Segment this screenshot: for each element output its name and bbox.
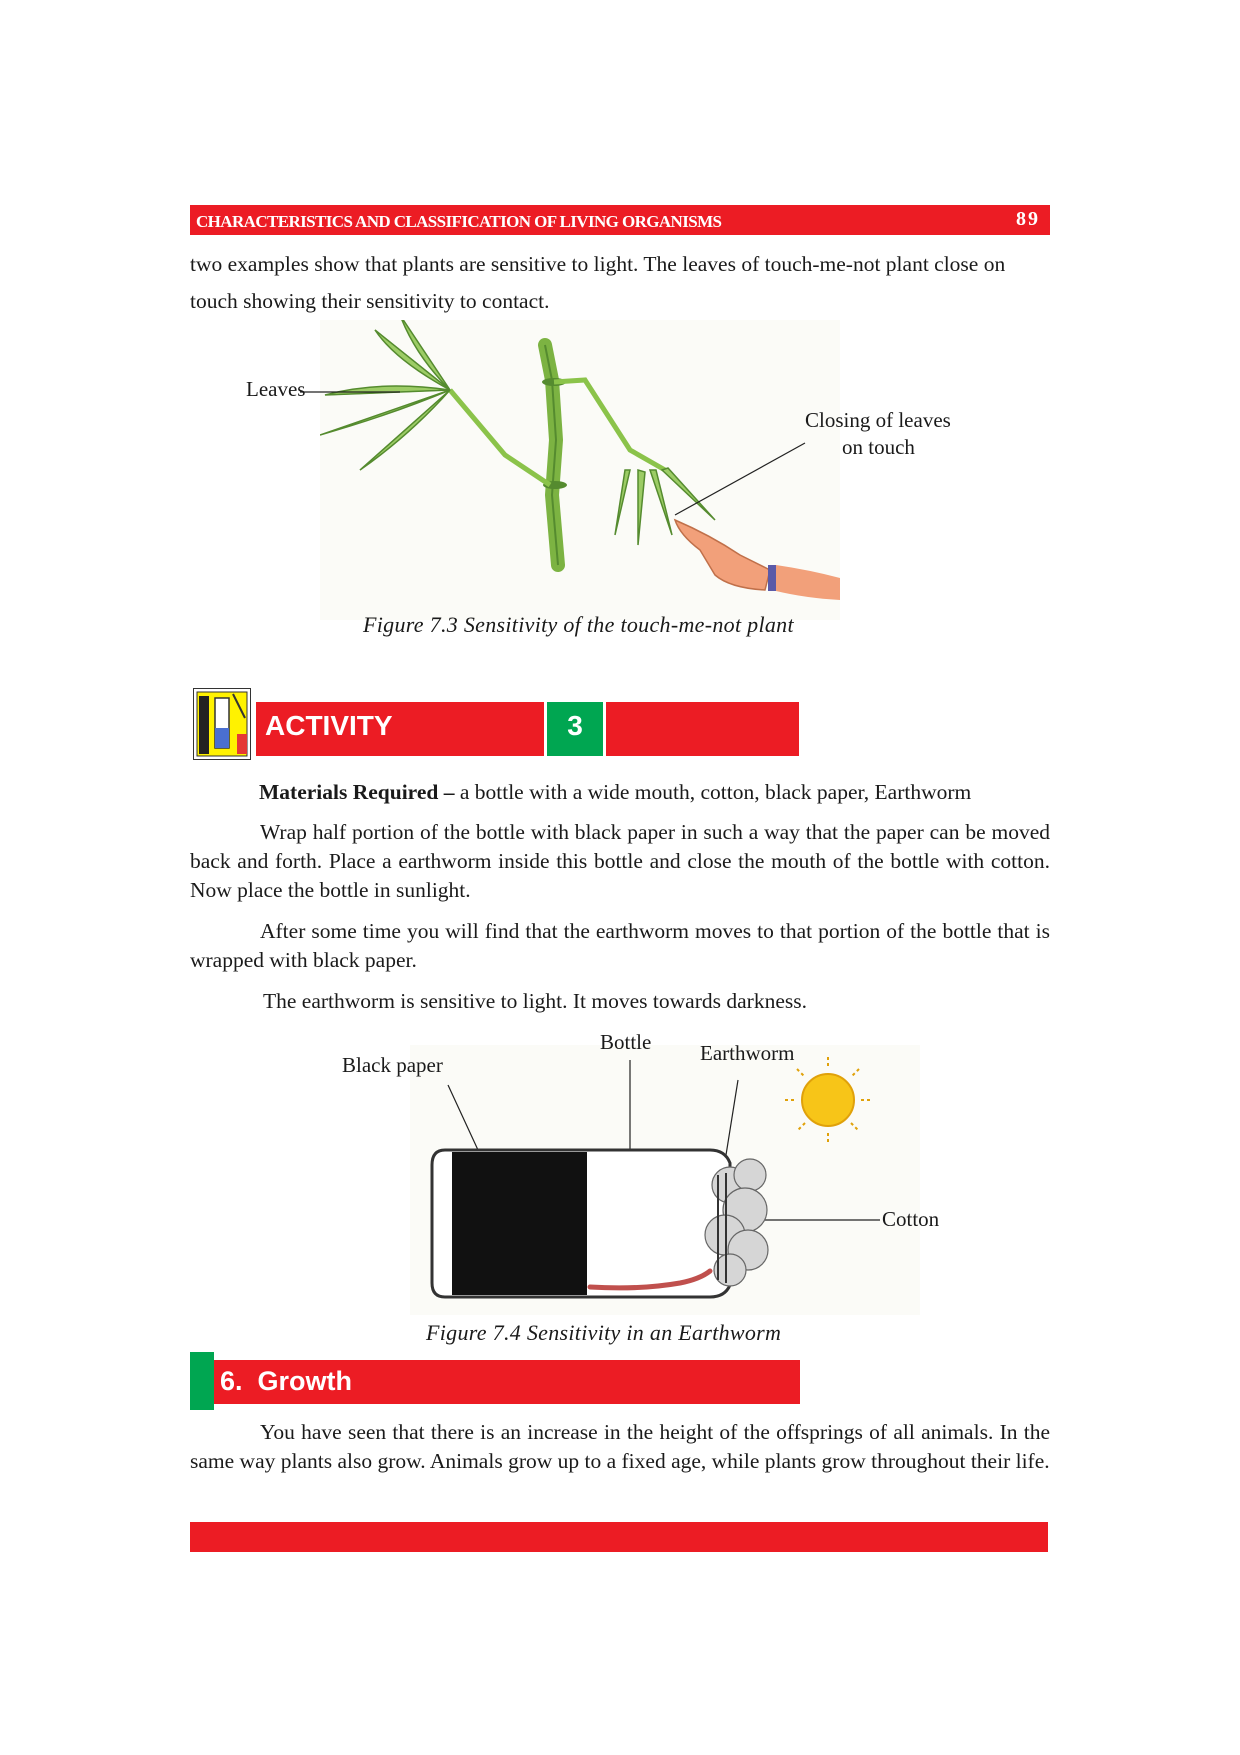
intro-line-2: touch showing their sensitivity to contact. — [190, 289, 550, 313]
activity-paragraph-3: The earthworm is sensitive to light. It moves towards darkness. — [263, 989, 807, 1013]
growth-paragraph: You have seen that there is an increase in the height of the offsprings of all animals. In the same way plants also grow. Animals grow up to a fixed age, while plants grow throughout their life. — [190, 1420, 1050, 1473]
activity-trailing-bar — [606, 702, 799, 756]
activity-number: 3 — [567, 710, 583, 741]
materials-label: Materials Required – — [259, 780, 455, 804]
section-title: Growth — [257, 1366, 353, 1396]
figure-7-3-caption: Figure 7.3 Sensitivity of the touch-me-not plant — [363, 612, 794, 637]
activity-title: ACTIVITY — [265, 710, 393, 741]
section-number: 6. — [220, 1366, 243, 1396]
intro-line-1: two examples show that plants are sensitive to light. The leaves of touch-me-not plant close on — [190, 252, 1006, 276]
activity-paragraph-2: After some time you will find that the earthworm moves to that portion of the bottle that is wrapped with black paper. — [190, 919, 1050, 972]
activity-icon — [193, 688, 251, 760]
section-heading — [220, 1366, 352, 1397]
label-black-paper: Black paper — [342, 1053, 443, 1077]
earthworm-bottle-illustration — [300, 1045, 920, 1315]
page-number: 89 — [1016, 208, 1040, 230]
figure-7-4-caption: Figure 7.4 Sensitivity in an Earthworm — [426, 1320, 782, 1345]
label-on-touch: on touch — [842, 435, 915, 459]
label-earthworm: Earthworm — [700, 1041, 795, 1065]
section-green-marker — [190, 1352, 214, 1410]
materials-text: a bottle with a wide mouth, cotton, black paper, Earthworm — [454, 780, 972, 804]
footer-bar — [190, 1522, 1048, 1552]
figure-7-3-leader-lines — [300, 380, 820, 520]
label-bottle: Bottle — [600, 1030, 652, 1054]
label-closing-of-leaves: Closing of leaves — [805, 408, 951, 432]
label-leaves: Leaves — [246, 377, 306, 401]
chapter-title: CHARACTERISTICS AND CLASSIFICATION OF LIVING ORGANISMS — [196, 212, 722, 231]
activity-paragraph-1: Wrap half portion of the bottle with black paper in such a way that the paper can be moved back and forth. Place a earthworm inside this bottle and close the mouth of the bottle with cotton. Now place the bottle in sunlight. — [190, 820, 1050, 902]
label-cotton: Cotton — [882, 1207, 940, 1231]
materials-required — [259, 778, 971, 807]
